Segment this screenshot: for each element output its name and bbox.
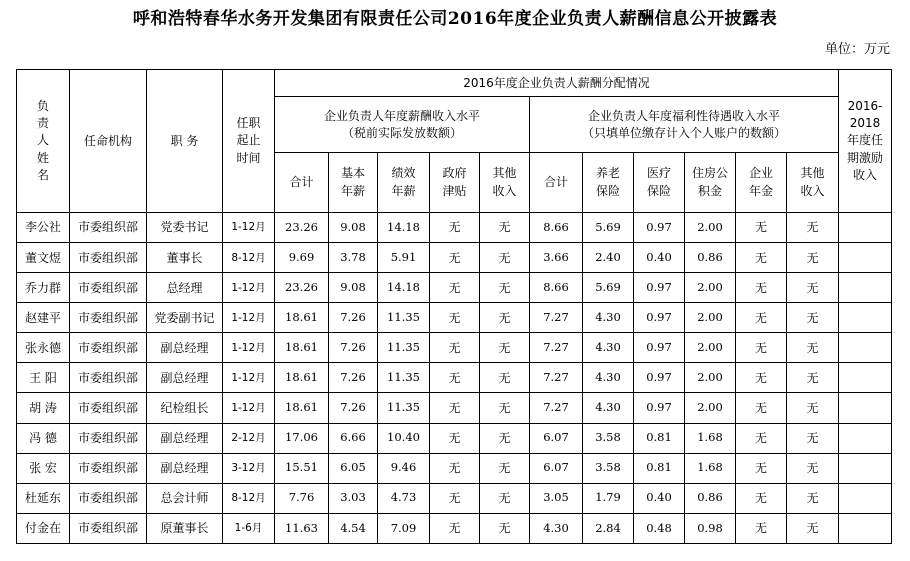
cell-housing: 2.00 <box>685 363 736 393</box>
cell-name: 赵建平 <box>17 303 70 333</box>
header-welfare-other: 其他收入 <box>787 153 839 213</box>
cell-total: 18.61 <box>275 363 329 393</box>
cell-total: 23.26 <box>275 273 329 303</box>
cell-base: 7.26 <box>329 393 378 423</box>
cell-pension: 2.84 <box>583 513 634 543</box>
table-row <box>17 393 892 423</box>
cell-other: 无 <box>480 453 530 483</box>
cell-incentive <box>839 243 892 273</box>
cell-performance: 11.35 <box>378 393 430 423</box>
cell-base: 3.03 <box>329 483 378 513</box>
cell-org: 市委组织部 <box>70 453 147 483</box>
cell-welfare-other: 无 <box>787 393 839 423</box>
cell-position: 总会计师 <box>147 483 223 513</box>
table-row <box>17 273 892 303</box>
cell-other: 无 <box>480 363 530 393</box>
cell-welfare-total: 3.66 <box>530 243 583 273</box>
header-other-income: 其他收入 <box>480 153 530 213</box>
cell-annuity: 无 <box>736 363 787 393</box>
header-org: 任命机构 <box>70 70 147 213</box>
cell-name: 冯 德 <box>17 423 70 453</box>
cell-gov: 无 <box>430 393 480 423</box>
cell-name: 胡 涛 <box>17 393 70 423</box>
cell-gov: 无 <box>430 273 480 303</box>
cell-housing: 2.00 <box>685 333 736 363</box>
salary-group-line1: 企业负责人年度薪酬收入水平 <box>323 109 480 124</box>
cell-period: 1-6月 <box>223 513 275 543</box>
cell-incentive <box>839 453 892 483</box>
cell-incentive <box>839 333 892 363</box>
cell-welfare-other: 无 <box>787 423 839 453</box>
cell-base: 6.05 <box>329 453 378 483</box>
cell-base: 6.66 <box>329 423 378 453</box>
cell-period: 8-12月 <box>223 243 275 273</box>
cell-housing: 1.68 <box>685 423 736 453</box>
table-row <box>17 363 892 393</box>
cell-welfare-other: 无 <box>787 303 839 333</box>
cell-period: 1-12月 <box>223 303 275 333</box>
cell-name: 杜延东 <box>17 483 70 513</box>
cell-incentive <box>839 513 892 543</box>
cell-pension: 1.79 <box>583 483 634 513</box>
cell-housing: 0.98 <box>685 513 736 543</box>
cell-other: 无 <box>480 393 530 423</box>
cell-welfare-total: 3.05 <box>530 483 583 513</box>
cell-annuity: 无 <box>736 513 787 543</box>
cell-total: 9.69 <box>275 243 329 273</box>
cell-org: 市委组织部 <box>70 273 147 303</box>
cell-base: 7.26 <box>329 363 378 393</box>
cell-org: 市委组织部 <box>70 423 147 453</box>
cell-position: 副总经理 <box>147 453 223 483</box>
header-medical: 医疗保险 <box>634 153 685 213</box>
cell-annuity: 无 <box>736 393 787 423</box>
cell-incentive <box>839 213 892 243</box>
cell-period: 1-12月 <box>223 363 275 393</box>
cell-total: 18.61 <box>275 303 329 333</box>
cell-performance: 14.18 <box>378 213 430 243</box>
cell-welfare-total: 7.27 <box>530 303 583 333</box>
cell-housing: 2.00 <box>685 213 736 243</box>
cell-welfare-other: 无 <box>787 243 839 273</box>
cell-housing: 0.86 <box>685 243 736 273</box>
cell-period: 8-12月 <box>223 483 275 513</box>
header-salary-group <box>275 97 530 153</box>
header-pension: 养老保险 <box>583 153 634 213</box>
cell-gov: 无 <box>430 363 480 393</box>
table-row <box>17 333 892 363</box>
cell-pension: 4.30 <box>583 363 634 393</box>
cell-other: 无 <box>480 333 530 363</box>
cell-pension: 5.69 <box>583 213 634 243</box>
cell-period: 1-12月 <box>223 333 275 363</box>
cell-total: 18.61 <box>275 393 329 423</box>
salary-table <box>16 69 892 544</box>
cell-pension: 4.30 <box>583 393 634 423</box>
cell-performance: 11.35 <box>378 303 430 333</box>
header-gov-allowance: 政府津贴 <box>430 153 480 213</box>
cell-total: 23.26 <box>275 213 329 243</box>
cell-medical: 0.97 <box>634 303 685 333</box>
cell-period: 1-12月 <box>223 213 275 243</box>
header-position: 职 务 <box>147 70 223 213</box>
cell-position: 党委副书记 <box>147 303 223 333</box>
welfare-group-line1: 企业负责人年度福利性待遇收入水平 <box>588 109 781 124</box>
cell-other: 无 <box>480 483 530 513</box>
cell-annuity: 无 <box>736 273 787 303</box>
cell-gov: 无 <box>430 333 480 363</box>
cell-annuity: 无 <box>736 243 787 273</box>
cell-position: 董事长 <box>147 243 223 273</box>
cell-welfare-total: 7.27 <box>530 363 583 393</box>
cell-org: 市委组织部 <box>70 213 147 243</box>
cell-base: 9.08 <box>329 273 378 303</box>
cell-gov: 无 <box>430 213 480 243</box>
cell-pension: 4.30 <box>583 333 634 363</box>
cell-welfare-total: 6.07 <box>530 423 583 453</box>
cell-performance: 9.46 <box>378 453 430 483</box>
cell-other: 无 <box>480 213 530 243</box>
cell-position: 副总经理 <box>147 363 223 393</box>
cell-medical: 0.81 <box>634 453 685 483</box>
cell-total: 15.51 <box>275 453 329 483</box>
header-welfare-total: 合计 <box>530 153 583 213</box>
cell-gov: 无 <box>430 243 480 273</box>
cell-org: 市委组织部 <box>70 393 147 423</box>
cell-gov: 无 <box>430 483 480 513</box>
salary-group-line2: （税前实际发放数额） <box>341 125 462 140</box>
header-incentive: 2016-2018年度任期激励收入 <box>839 70 892 213</box>
cell-medical: 0.97 <box>634 363 685 393</box>
cell-welfare-total: 8.66 <box>530 213 583 243</box>
header-distribution: 2016年度企业负责人薪酬分配情况 <box>275 70 839 97</box>
table-row <box>17 243 892 273</box>
cell-welfare-total: 7.27 <box>530 393 583 423</box>
cell-medical: 0.97 <box>634 213 685 243</box>
header-base: 基本年薪 <box>329 153 378 213</box>
cell-housing: 2.00 <box>685 273 736 303</box>
table-row <box>17 423 892 453</box>
unit-label: 单位：万元 <box>824 42 890 57</box>
cell-medical: 0.97 <box>634 393 685 423</box>
cell-total: 18.61 <box>275 333 329 363</box>
cell-base: 7.26 <box>329 303 378 333</box>
cell-welfare-total: 7.27 <box>530 333 583 363</box>
welfare-group-line2: （只填单位缴存计入个人账户的数额） <box>582 125 787 140</box>
header-period: 任职起止时间 <box>223 70 275 213</box>
cell-pension: 5.69 <box>583 273 634 303</box>
cell-incentive <box>839 303 892 333</box>
cell-incentive <box>839 363 892 393</box>
cell-medical: 0.40 <box>634 483 685 513</box>
cell-base: 4.54 <box>329 513 378 543</box>
cell-annuity: 无 <box>736 483 787 513</box>
cell-org: 市委组织部 <box>70 333 147 363</box>
cell-name: 张永德 <box>17 333 70 363</box>
cell-annuity: 无 <box>736 453 787 483</box>
cell-medical: 0.97 <box>634 333 685 363</box>
cell-pension: 2.40 <box>583 243 634 273</box>
cell-name: 付金在 <box>17 513 70 543</box>
cell-welfare-total: 8.66 <box>530 273 583 303</box>
cell-period: 3-12月 <box>223 453 275 483</box>
cell-performance: 10.40 <box>378 423 430 453</box>
cell-pension: 4.30 <box>583 303 634 333</box>
cell-housing: 0.86 <box>685 483 736 513</box>
cell-housing: 2.00 <box>685 393 736 423</box>
cell-medical: 0.81 <box>634 423 685 453</box>
cell-base: 9.08 <box>329 213 378 243</box>
cell-annuity: 无 <box>736 303 787 333</box>
cell-total: 7.76 <box>275 483 329 513</box>
cell-org: 市委组织部 <box>70 243 147 273</box>
header-salary-total: 合计 <box>275 153 329 213</box>
cell-name: 王 阳 <box>17 363 70 393</box>
cell-position: 纪检组长 <box>147 393 223 423</box>
cell-org: 市委组织部 <box>70 303 147 333</box>
cell-position: 副总经理 <box>147 333 223 363</box>
cell-name: 张 宏 <box>17 453 70 483</box>
table-row <box>17 213 892 243</box>
cell-position: 党委书记 <box>147 213 223 243</box>
cell-period: 1-12月 <box>223 393 275 423</box>
cell-annuity: 无 <box>736 213 787 243</box>
cell-base: 3.78 <box>329 243 378 273</box>
cell-welfare-other: 无 <box>787 363 839 393</box>
cell-medical: 0.97 <box>634 273 685 303</box>
cell-welfare-total: 4.30 <box>530 513 583 543</box>
cell-medical: 0.48 <box>634 513 685 543</box>
cell-org: 市委组织部 <box>70 513 147 543</box>
cell-other: 无 <box>480 303 530 333</box>
cell-welfare-other: 无 <box>787 213 839 243</box>
cell-performance: 11.35 <box>378 333 430 363</box>
cell-name: 乔力群 <box>17 273 70 303</box>
cell-performance: 11.35 <box>378 363 430 393</box>
cell-welfare-total: 6.07 <box>530 453 583 483</box>
cell-incentive <box>839 393 892 423</box>
cell-other: 无 <box>480 423 530 453</box>
cell-annuity: 无 <box>736 333 787 363</box>
header-performance: 绩效年薪 <box>378 153 430 213</box>
cell-org: 市委组织部 <box>70 363 147 393</box>
cell-gov: 无 <box>430 453 480 483</box>
header-welfare-group <box>530 97 839 153</box>
cell-gov: 无 <box>430 423 480 453</box>
cell-welfare-other: 无 <box>787 333 839 363</box>
cell-annuity: 无 <box>736 423 787 453</box>
header-housing: 住房公积金 <box>685 153 736 213</box>
header-name: 负责人姓名 <box>17 70 70 213</box>
cell-performance: 4.73 <box>378 483 430 513</box>
cell-org: 市委组织部 <box>70 483 147 513</box>
cell-medical: 0.40 <box>634 243 685 273</box>
cell-total: 11.63 <box>275 513 329 543</box>
cell-welfare-other: 无 <box>787 453 839 483</box>
table-row <box>17 513 892 543</box>
cell-performance: 7.09 <box>378 513 430 543</box>
page-title: 呼和浩特春华水务开发集团有限责任公司2016年度企业负责人薪酬信息公开披露表 <box>132 9 778 29</box>
header-annuity: 企业年金 <box>736 153 787 213</box>
cell-name: 董文煜 <box>17 243 70 273</box>
cell-gov: 无 <box>430 513 480 543</box>
cell-period: 1-12月 <box>223 273 275 303</box>
table-row <box>17 483 892 513</box>
cell-base: 7.26 <box>329 333 378 363</box>
cell-incentive <box>839 273 892 303</box>
table-row <box>17 453 892 483</box>
cell-incentive <box>839 423 892 453</box>
cell-other: 无 <box>480 513 530 543</box>
cell-position: 原董事长 <box>147 513 223 543</box>
cell-other: 无 <box>480 243 530 273</box>
cell-pension: 3.58 <box>583 453 634 483</box>
cell-pension: 3.58 <box>583 423 634 453</box>
table-row <box>17 303 892 333</box>
cell-performance: 14.18 <box>378 273 430 303</box>
cell-period: 2-12月 <box>223 423 275 453</box>
cell-incentive <box>839 483 892 513</box>
cell-other: 无 <box>480 273 530 303</box>
cell-performance: 5.91 <box>378 243 430 273</box>
cell-housing: 1.68 <box>685 453 736 483</box>
cell-welfare-other: 无 <box>787 273 839 303</box>
cell-name: 李公社 <box>17 213 70 243</box>
cell-welfare-other: 无 <box>787 483 839 513</box>
cell-gov: 无 <box>430 303 480 333</box>
cell-position: 总经理 <box>147 273 223 303</box>
cell-welfare-other: 无 <box>787 513 839 543</box>
cell-position: 副总经理 <box>147 423 223 453</box>
cell-housing: 2.00 <box>685 303 736 333</box>
cell-total: 17.06 <box>275 423 329 453</box>
